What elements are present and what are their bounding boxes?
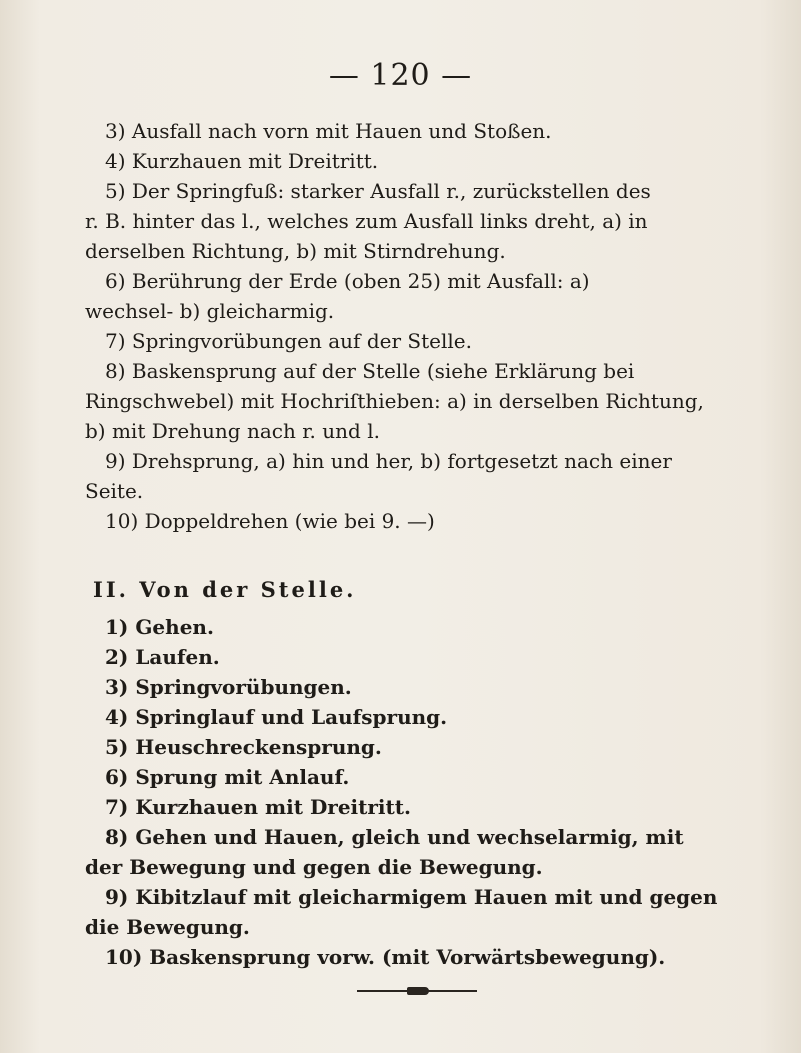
list-item: 3) Ausfall nach vorn mit Hauen und Stoßen.: [105, 119, 552, 143]
list-item: 9) Kibitzlauf mit gleicharmigem Hauen mit und gegen: [105, 885, 718, 909]
list-item: 4) Springlauf und Laufsprung.: [105, 705, 448, 729]
section-heading-block: [85, 575, 707, 605]
list-item: 8) Gehen und Hauen, gleich und wechselarmig, mit: [105, 825, 684, 849]
exercise-list-part-2: [85, 612, 718, 972]
list-item: 6) Sprung mit Anlauf.: [105, 765, 350, 789]
list-item: 4) Kurzhauen mit Dreitritt.: [105, 149, 379, 173]
list-item: 9) Drehsprung, a) hin und her, b) fortgesetzt nach einer: [105, 449, 672, 473]
list-item: 10) Doppeldrehen (wie bei 9. —): [105, 509, 435, 533]
list-item: 5) Der Springfuß: starker Ausfall r., zurückstellen des: [105, 179, 651, 203]
list-item: 1) Gehen.: [105, 615, 214, 639]
list-item: 10) Baskensprung vorw. (mit Vorwärtsbewegung).: [105, 945, 666, 969]
list-item: 3) Springvorübungen.: [105, 675, 352, 699]
list-item-continuation: Ringschwebel) mit Hochriſthieben: a) in derselben Richtung,: [85, 389, 704, 413]
page-number: — 120 —: [328, 58, 473, 93]
list-item-continuation: der Bewegung und gegen die Bewegung.: [85, 855, 543, 879]
list-item-continuation: derselben Richtung, b) mit Stirndrehung.: [85, 239, 506, 263]
list-item: 5) Heuschreckensprung.: [105, 735, 382, 759]
list-item: 7) Springvorübungen auf der Stelle.: [105, 329, 472, 353]
decorative-divider: [357, 990, 477, 992]
list-item-continuation: wechsel- b) gleicharmig.: [85, 299, 335, 323]
list-item-continuation: b) mit Drehung nach r. und l.: [85, 419, 380, 443]
list-item-continuation: Seite.: [85, 479, 144, 503]
list-item-continuation: r. B. hinter das l., welches zum Ausfall links dreht, a) in: [85, 209, 648, 233]
list-item: 2) Laufen.: [105, 645, 220, 669]
list-item: 6) Berührung der Erde (oben 25) mit Ausfall: a): [105, 269, 590, 293]
section-title: II. Von der Stelle.: [93, 577, 357, 602]
list-item: 7) Kurzhauen mit Dreitritt.: [105, 795, 411, 819]
list-item: 8) Baskensprung auf der Stelle (siehe Erklärung bei: [105, 359, 635, 383]
exercise-list-part-1: [85, 116, 707, 536]
list-item-continuation: die Bewegung.: [85, 915, 250, 939]
